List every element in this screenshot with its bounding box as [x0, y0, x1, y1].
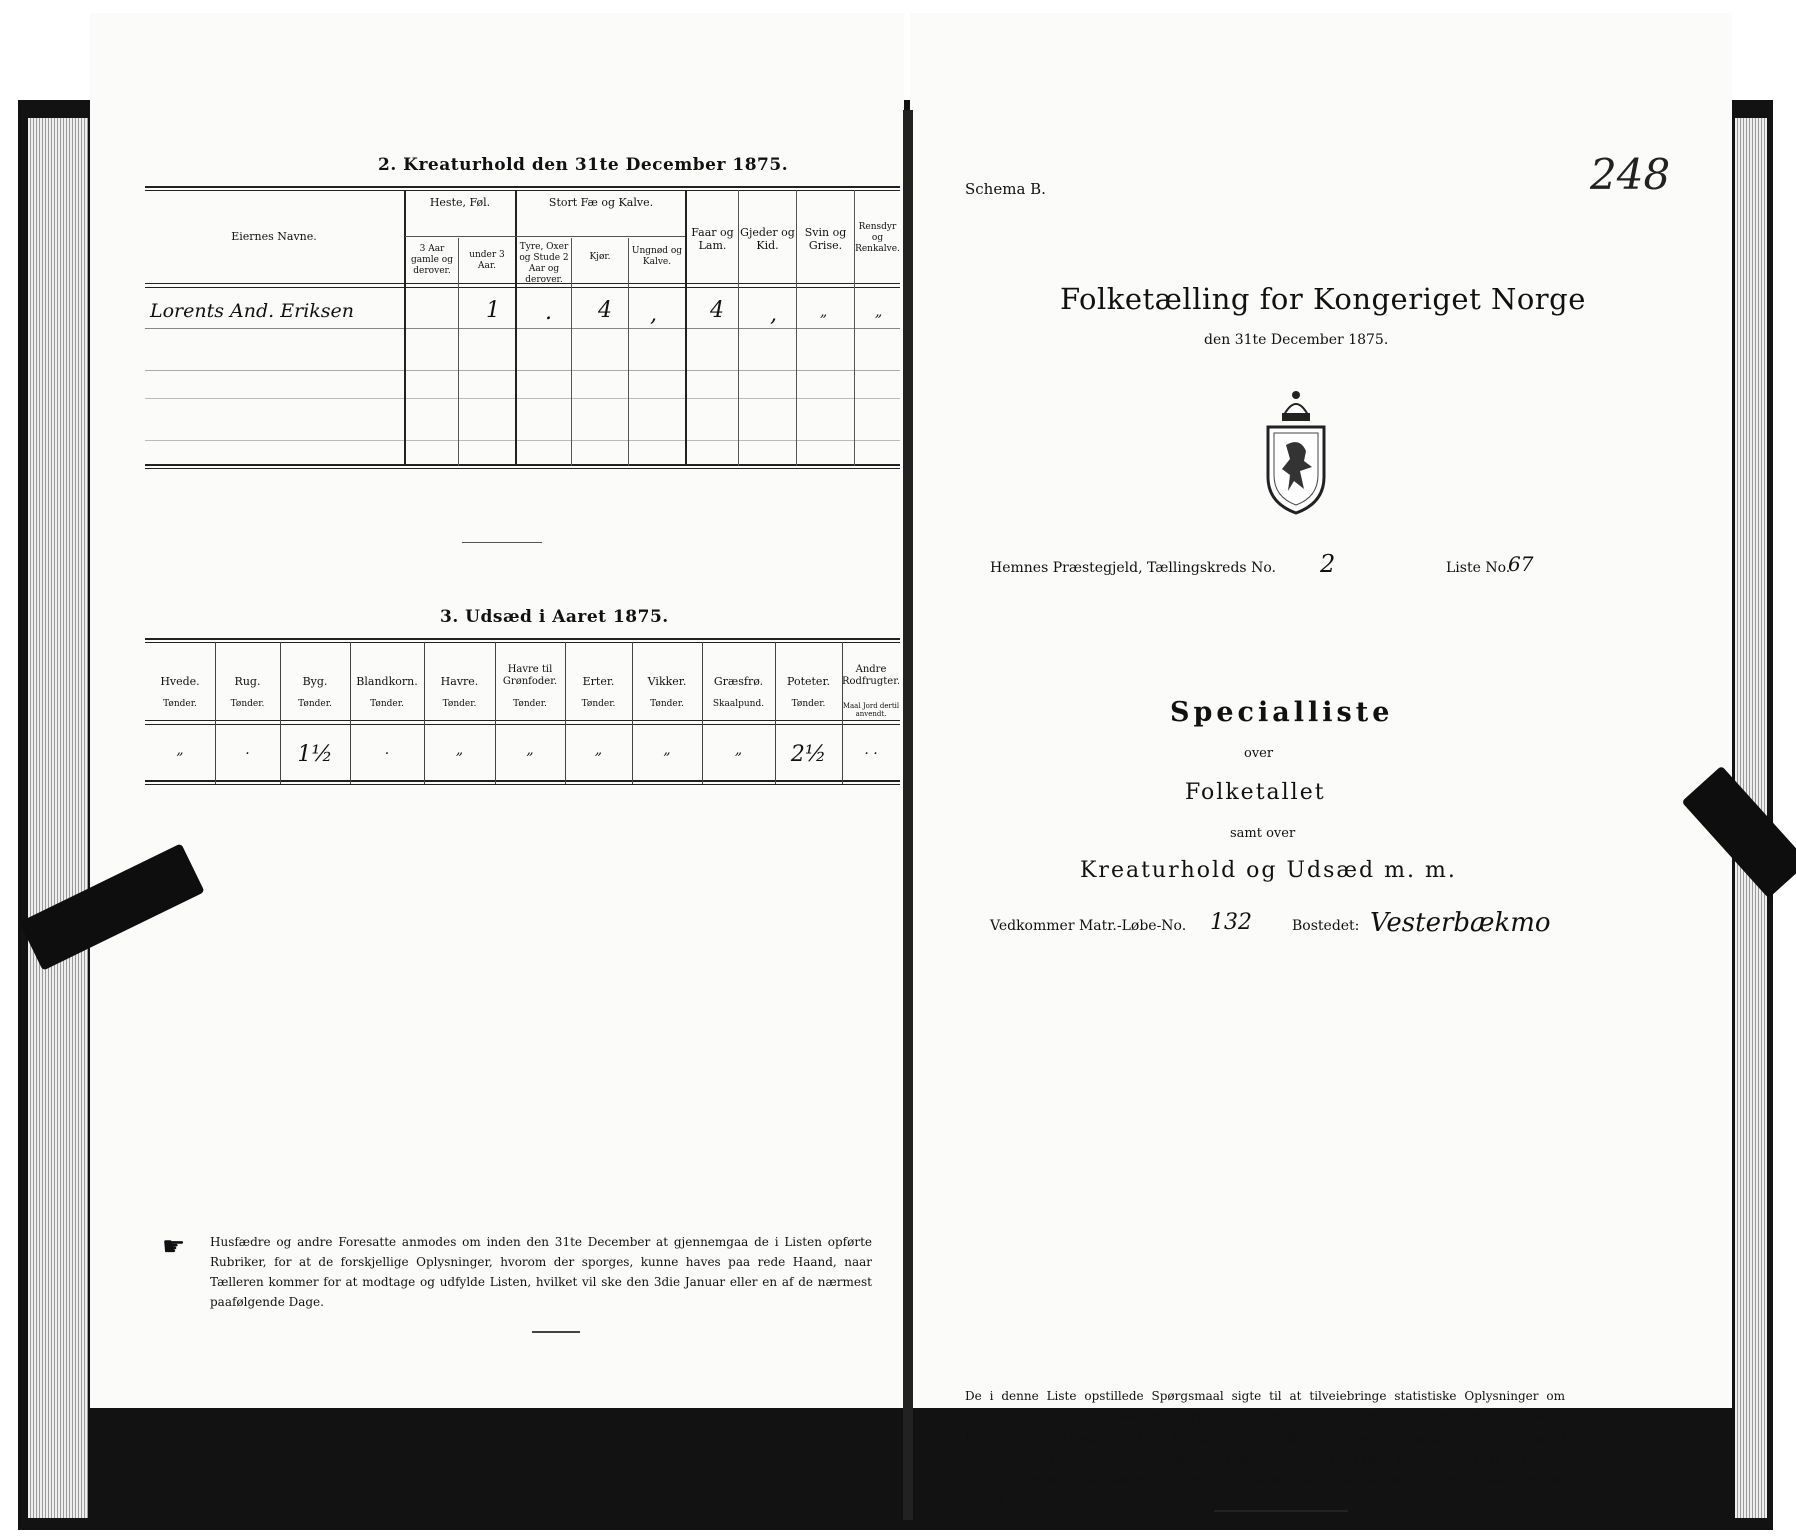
matr-number: 132 [1210, 910, 1252, 935]
district-label: Hemnes Præstegjeld, Tællingskreds No. [990, 560, 1276, 576]
table3-header-rule [145, 720, 900, 721]
udsaed-column-unit: Tønder. [298, 699, 332, 709]
over-text: over [1244, 746, 1274, 761]
gjeder-cell: , [770, 302, 777, 327]
udsaed-value-cell: . . [864, 742, 878, 758]
udsaed-value-cell: „ [734, 742, 743, 758]
table2-subcol-divider [628, 238, 629, 466]
closing-rule [1214, 1510, 1348, 1512]
udsaed-column-unit: Tønder. [163, 699, 197, 709]
udsaed-column-header: Rug. [234, 675, 261, 688]
table2-top-rule-2 [145, 190, 900, 191]
udsaed-column-unit: Tønder. [791, 699, 826, 709]
udsaed-value-cell: „ [663, 742, 671, 758]
section3-title: 3. Udsæd i Aaret 1875. [440, 607, 669, 627]
udsaed-value-cell: 2½ [790, 742, 827, 767]
table2-row-rule [145, 370, 900, 371]
heste-3aar-header: 3 Aar gamle og derover. [411, 244, 453, 276]
udsaed-column-header: Poteter. [787, 675, 830, 688]
main-title: Folketælling for Kongeriget Norge [1060, 282, 1586, 316]
udsaed-column-header: Hvede. [160, 675, 200, 688]
udsaed-value-cell: 1½ [297, 742, 333, 767]
table3-header-rule-2 [145, 724, 900, 725]
udsaed-value-cell: . [245, 742, 250, 758]
udsaed-column-header: Erter. [582, 675, 615, 688]
table3-bottom-rule [145, 780, 900, 782]
table3-col-divider [350, 642, 351, 784]
table3-col-divider [632, 642, 633, 784]
table2-subcol-divider [458, 238, 459, 466]
table2-header-rule-2 [145, 287, 900, 288]
district-number: 2 [1320, 550, 1336, 578]
kjor-header: Kjør. [589, 252, 611, 262]
rensdyr-cell: „ [875, 304, 883, 320]
udsaed-value-cell: „ [455, 742, 464, 758]
gjeder-header: Gjeder og Kid. [740, 226, 795, 252]
intro-paragraph: De i denne Liste opstillede Spørgsmaal sigte til at tilveiebringe statistiske Oplysninger om Befolkningsforholdene samt om Agerbrug og Fædrift. En Folketælling som den, der i de første Dage af 1876 vil finde Sted i alle Norges Bygder og Byer samt ombord paa de norske Skibe ude i de fremmede Havne, er et af de vigtigste Midler for et Folk til at lære dets egne Vilkaar at kjende, og enhver god Borger bør derfor gjøre sit til, at den kan blive saa nøiagtig og fuldstændig som muligt. [965, 1389, 1565, 1508]
udsaed-column-header: Andre Rodfrugter. [842, 664, 901, 687]
table2-subheader-rule [405, 236, 685, 237]
table3-col-divider [565, 642, 566, 784]
owner-name-cell: Lorents And. Eriksen [150, 300, 355, 322]
udsaed-column-unit: Tønder. [650, 699, 684, 709]
footnote-text: Husfædre og andre Foresatte anmodes om inden den 31te December at gjennemgaa de i Listen opførte Rubriker, for at de forskjellige Oplysninger, hvorom der sporges, kunne haves paa rede Haand, naar Tælleren kommer for at modtage og udfylde Listen, hvilket vil ske den 3die Januar eller en af de nærmest paafølgende Dage. [210, 1235, 872, 1309]
norway-coat-of-arms-icon [1260, 385, 1332, 515]
table2-row-rule [145, 398, 900, 399]
heste-under3-cell: 1 [486, 298, 500, 323]
heste-under3-header: under 3 Aar. [469, 250, 505, 271]
udsaed-column-unit: Maal Jord dertil anvendt. [842, 702, 900, 718]
udsaed-column-header: Vikker. [647, 675, 687, 688]
bosted-value: Vesterbækmo [1370, 908, 1551, 938]
svin-header: Svin og Grise. [804, 226, 847, 252]
schema-label: Schema B. [965, 180, 1046, 198]
table3-top-rule [145, 638, 900, 640]
bosted-label: Bostedet: [1292, 918, 1360, 934]
udsaed-column-unit: Tønder. [581, 699, 616, 709]
table3-col-divider [424, 642, 425, 784]
rensdyr-header: Rensdyr og Renkalve. [855, 222, 900, 254]
udsaed-column-unit: Skaalpund. [712, 699, 765, 709]
faar-cell: 4 [710, 298, 724, 323]
main-date: den 31te December 1875. [1204, 332, 1389, 348]
udsaed-column-unit: Tønder. [230, 699, 265, 709]
pointing-hand-icon: ☛ [162, 1232, 186, 1262]
tyre-cell: . [545, 300, 552, 325]
samt-over-text: samt over [1230, 826, 1296, 841]
table2-bottom-rule [145, 464, 900, 466]
table3-bottom-rule-2 [145, 784, 900, 785]
ungnod-header: Ungnød og Kalve. [631, 246, 683, 267]
section-separator [462, 542, 542, 543]
table3-col-divider [702, 642, 703, 784]
table2-subcol-divider [571, 238, 572, 466]
table2-col-divider [404, 190, 406, 466]
udsaed-column-unit: Tønder. [442, 699, 477, 709]
table3-top-rule-2 [145, 642, 900, 643]
owner-name-header: Eiernes Navne. [231, 230, 317, 243]
ungnod-cell: , [650, 302, 657, 327]
svin-cell: „ [820, 304, 828, 320]
footnote-end-mark [532, 1331, 580, 1333]
stort-fae-header: Stort Fæ og Kalve. [548, 196, 654, 209]
left-page-edges [28, 118, 88, 1518]
heste-header: Heste, Føl. [429, 196, 491, 209]
book-spine [903, 110, 913, 1520]
kreaturhold-heading: Kreaturhold og Udsæd m. m. [1080, 858, 1457, 883]
kjor-cell: 4 [598, 298, 612, 323]
liste-number: 67 [1508, 552, 1534, 576]
faar-header: Faar og Lam. [691, 226, 734, 252]
udsaed-column-header: Blandkorn. [356, 675, 418, 688]
table2-col-divider [515, 190, 517, 466]
table2-bottom-rule-2 [145, 468, 900, 469]
udsaed-column-header: Havre. [440, 675, 479, 688]
udsaed-value-cell: „ [526, 742, 534, 758]
specialliste-heading: Specialliste [1170, 697, 1394, 728]
page-number: 248 [1590, 150, 1671, 199]
udsaed-column-header: Havre til Grønfoder. [502, 664, 558, 687]
udsaed-value-cell: „ [594, 742, 603, 758]
liste-label: Liste No. [1446, 560, 1511, 576]
folketallet-heading: Folketallet [1185, 780, 1326, 805]
udsaed-column-header: Byg. [302, 675, 328, 688]
table2-top-rule [145, 186, 900, 188]
table2-row-rule [145, 440, 900, 441]
left-page [90, 13, 904, 1408]
section2-title: 2. Kreaturhold den 31te December 1875. [378, 155, 789, 175]
udsaed-column-header: Græsfrø. [713, 675, 764, 688]
table3-col-divider [215, 642, 216, 784]
table2-row-rule [145, 328, 900, 329]
udsaed-value-cell: „ [176, 742, 184, 758]
matr-label: Vedkommer Matr.-Løbe-No. [990, 918, 1187, 934]
udsaed-column-unit: Tønder. [513, 699, 547, 709]
udsaed-value-cell: . [384, 742, 390, 758]
udsaed-column-unit: Tønder. [370, 699, 404, 709]
tyre-oxer-header: Tyre, Oxer og Stude 2 Aar og derover. [519, 242, 569, 285]
